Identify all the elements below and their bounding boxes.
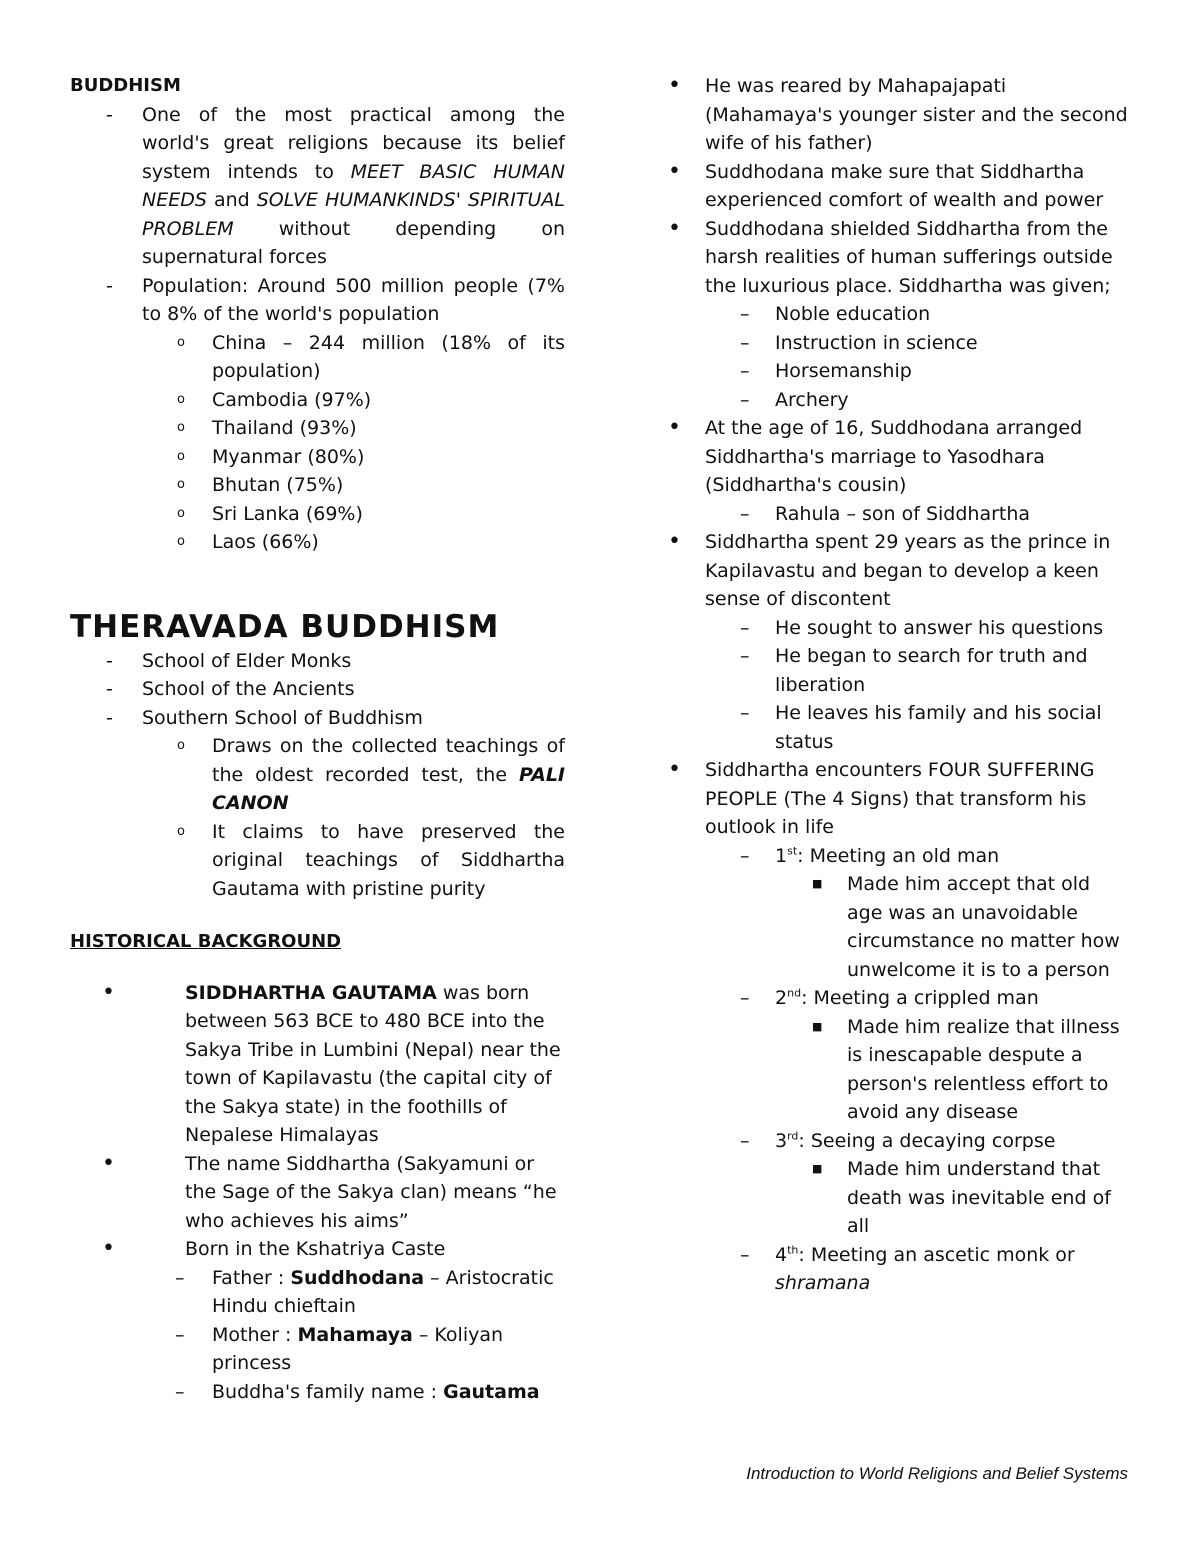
sign-item xyxy=(660,984,1130,1013)
circle-bullet-icon: o xyxy=(177,534,185,549)
text: Made him understand that death was inevitable end of all xyxy=(847,1158,1111,1237)
left-column xyxy=(70,72,565,1406)
dash-bullet-icon: - xyxy=(106,274,113,297)
text: Made him accept that old age was an unavoidable circumstance no matter how unwelcome it is to a person xyxy=(847,873,1120,981)
list-item xyxy=(660,756,1130,842)
text: Southern School of Buddhism xyxy=(142,706,423,729)
country-item xyxy=(70,443,565,472)
text: It claims to have preserved the original teachings of Siddhartha Gautama with pristine purity xyxy=(212,820,565,900)
bullet-icon: • xyxy=(668,73,681,98)
bullet-icon: • xyxy=(668,757,681,782)
text: School of the Ancients xyxy=(142,678,355,700)
ordinal-suffix: st xyxy=(787,844,798,858)
sign-item xyxy=(660,1241,1130,1298)
text: Myanmar (80%) xyxy=(212,445,365,468)
list-item xyxy=(70,704,565,733)
list-item xyxy=(660,357,1130,386)
list-item xyxy=(660,215,1130,301)
text: : Meeting an old man xyxy=(797,844,1000,867)
ordinal: 1 xyxy=(775,844,788,867)
ordinal-suffix: nd xyxy=(787,986,802,1000)
text: Buddha's family name : xyxy=(212,1380,444,1403)
text: – Aristocratic Hindu chieftain xyxy=(212,1266,554,1317)
text: Born in the Kshatriya Caste xyxy=(185,1238,446,1260)
text: Population: Around 500 million people (7% to 8% of the world's population xyxy=(142,274,565,325)
text: Instruction in science xyxy=(775,331,978,354)
country-item xyxy=(70,528,565,557)
text: He was reared by Mahapajapati (Mahamaya's younger sister and the second wife of his father) xyxy=(705,75,1128,154)
dash-bullet-icon: – xyxy=(740,331,750,354)
text: Horsemanship xyxy=(775,360,912,382)
circle-bullet-icon: o xyxy=(177,477,185,492)
text: Sri Lanka (69%) xyxy=(212,502,363,525)
text: : Meeting an ascetic monk or xyxy=(798,1243,1075,1266)
text: Suddhodana make sure that Siddhartha experienced comfort of wealth and power xyxy=(705,160,1104,211)
bullet-icon: • xyxy=(102,1150,115,1176)
text: and xyxy=(206,189,257,211)
list-item xyxy=(660,1013,1130,1127)
text: One of the most practical among the world's great religions because its belief system intends to xyxy=(142,103,565,183)
list-item xyxy=(660,414,1130,500)
dash-bullet-icon: – xyxy=(175,1380,185,1403)
list-item xyxy=(660,329,1130,358)
square-bullet-icon: ■ xyxy=(812,1019,823,1033)
text: Made him realize that illness is inescapable despute a person's relentless effort to avoid any disease xyxy=(847,1015,1120,1123)
bullet-icon: • xyxy=(668,415,681,440)
circle-bullet-icon: o xyxy=(177,823,185,839)
dash-bullet-icon: – xyxy=(740,987,750,1009)
right-column xyxy=(660,72,1130,1298)
dash-bullet-icon: – xyxy=(740,702,750,724)
square-bullet-icon: ■ xyxy=(812,877,823,890)
emphasis: PALI CANON xyxy=(212,763,565,814)
text: The name Siddhartha (Sakyamuni or the Sage of the Sakya clan) means “he who achieves his aims” xyxy=(185,1152,557,1232)
ordinal: 3 xyxy=(775,1129,788,1152)
dash-bullet-icon: – xyxy=(740,844,750,867)
list-item xyxy=(70,675,565,704)
text: was born between 563 BCE to 480 BCE into the Sakya Tribe in Lumbini (Nepal) near the town of Kapilavastu (the capital city of the Sakya state) in the foothills of Nepalese Himalayas xyxy=(185,981,561,1146)
dash-bullet-icon: – xyxy=(740,502,750,525)
country-item xyxy=(70,329,565,386)
list-item xyxy=(660,72,1130,158)
country-item xyxy=(70,386,565,415)
text: Siddhartha spent 29 years as the prince in Kapilavastu and began to develop a keen sense of discontent xyxy=(705,531,1111,610)
dash-bullet-icon: - xyxy=(106,706,113,729)
text: Bhutan (75%) xyxy=(212,474,344,496)
bullet-icon: • xyxy=(668,215,681,241)
list-item xyxy=(660,614,1130,643)
square-bullet-icon: ■ xyxy=(812,1162,823,1175)
dash-bullet-icon: – xyxy=(740,360,750,382)
emphasis: MEET BASIC HUMAN NEEDS xyxy=(142,160,565,211)
dash-bullet-icon: – xyxy=(740,1243,750,1266)
dash-bullet-icon: – xyxy=(740,388,750,411)
list-item xyxy=(660,528,1130,614)
text: : Seeing a decaying corpse xyxy=(798,1129,1056,1152)
dash-bullet-icon: - xyxy=(106,678,113,700)
ordinal: 2 xyxy=(775,987,788,1009)
country-item xyxy=(70,414,565,443)
list-item xyxy=(660,500,1130,529)
sign-item xyxy=(660,1127,1130,1156)
text: without depending on supernatural forces xyxy=(142,217,565,268)
bullet-icon: • xyxy=(102,1236,115,1261)
emphasis: SIDDHARTHA GAUTAMA xyxy=(185,981,437,1004)
list-item xyxy=(70,1235,565,1264)
list-item xyxy=(660,699,1130,756)
text: Laos (66%) xyxy=(212,531,319,553)
text: Siddhartha encounters FOUR SUFFERING PEOPLE (The 4 Signs) that transform his outlook in life xyxy=(705,759,1095,838)
text: He began to search for truth and liberation xyxy=(775,645,1088,696)
list-item xyxy=(70,1150,565,1236)
text: Noble education xyxy=(775,303,931,325)
list-item xyxy=(660,386,1130,415)
text: He sought to answer his questions xyxy=(775,616,1104,639)
bullet-icon: • xyxy=(668,158,681,184)
list-item xyxy=(70,101,565,272)
text: Mother : xyxy=(212,1323,298,1346)
list-item xyxy=(70,818,565,904)
section-heading-historical: HISTORICAL BACKGROUND xyxy=(70,931,342,952)
circle-bullet-icon: o xyxy=(177,448,185,464)
section-heading-theravada: THERAVADA BUDDHISM xyxy=(70,608,500,645)
emphasis: SOLVE HUMANKINDS' SPIRITUAL PROBLEM xyxy=(142,189,565,240)
sign-item xyxy=(660,842,1130,871)
text: – Koliyan princess xyxy=(212,1323,504,1374)
list-item xyxy=(660,1155,1130,1241)
list-item xyxy=(70,1321,565,1378)
text: : Meeting a crippled man xyxy=(801,987,1039,1009)
list-item xyxy=(70,647,565,676)
text: He leaves his family and his social status xyxy=(775,702,1102,753)
text: Archery xyxy=(775,388,849,411)
text: At the age of 16, Suddhodana arranged Siddhartha's marriage to Yasodhara (Siddhartha's cousin) xyxy=(705,417,1083,496)
dash-bullet-icon: – xyxy=(740,616,750,639)
text: School of Elder Monks xyxy=(142,649,352,672)
text: Suddhodana shielded Siddhartha from the harsh realities of human sufferings outside the luxurious place. Siddhartha was given; xyxy=(705,217,1113,297)
text: Draws on the collected teachings of the oldest recorded test, the xyxy=(212,735,565,786)
list-item xyxy=(70,272,565,329)
page-footer: Introduction to World Religions and Belief Systems xyxy=(746,1464,1128,1483)
ordinal-suffix: rd xyxy=(787,1129,799,1143)
emphasis: shramana xyxy=(775,1272,871,1294)
list-item xyxy=(660,300,1130,329)
list-item xyxy=(70,1264,565,1321)
text: Father : xyxy=(212,1266,291,1289)
bullet-icon: • xyxy=(102,979,115,1005)
country-item xyxy=(70,471,565,500)
list-item xyxy=(660,870,1130,984)
list-item xyxy=(660,158,1130,215)
dash-bullet-icon: - xyxy=(106,103,113,126)
list-item xyxy=(70,1378,565,1407)
dash-bullet-icon: – xyxy=(740,645,750,667)
bullet-icon: • xyxy=(668,529,681,554)
text: Thailand (93%) xyxy=(212,417,357,439)
list-item xyxy=(660,642,1130,699)
dash-bullet-icon: – xyxy=(740,1129,750,1152)
dash-bullet-icon: – xyxy=(175,1266,185,1289)
text: Cambodia (97%) xyxy=(212,388,372,411)
circle-bullet-icon: o xyxy=(177,334,185,350)
dash-bullet-icon: – xyxy=(175,1323,185,1346)
list-item xyxy=(70,979,565,1150)
text: China – 244 million (18% of its population) xyxy=(212,331,565,382)
ordinal-suffix: th xyxy=(787,1243,799,1257)
circle-bullet-icon: o xyxy=(177,391,185,407)
circle-bullet-icon: o xyxy=(177,505,185,521)
dash-bullet-icon: – xyxy=(740,303,750,325)
emphasis: Gautama xyxy=(443,1380,540,1403)
circle-bullet-icon: o xyxy=(177,738,185,753)
circle-bullet-icon: o xyxy=(177,420,185,435)
text: Rahula – son of Siddhartha xyxy=(775,502,1031,525)
ordinal: 4 xyxy=(775,1243,788,1266)
dash-bullet-icon: - xyxy=(106,649,113,672)
list-item xyxy=(70,732,565,818)
emphasis: Suddhodana xyxy=(290,1266,425,1289)
country-item xyxy=(70,500,565,529)
section-heading-buddhism: BUDDHISM xyxy=(70,75,181,96)
emphasis: Mahamaya xyxy=(297,1323,413,1346)
